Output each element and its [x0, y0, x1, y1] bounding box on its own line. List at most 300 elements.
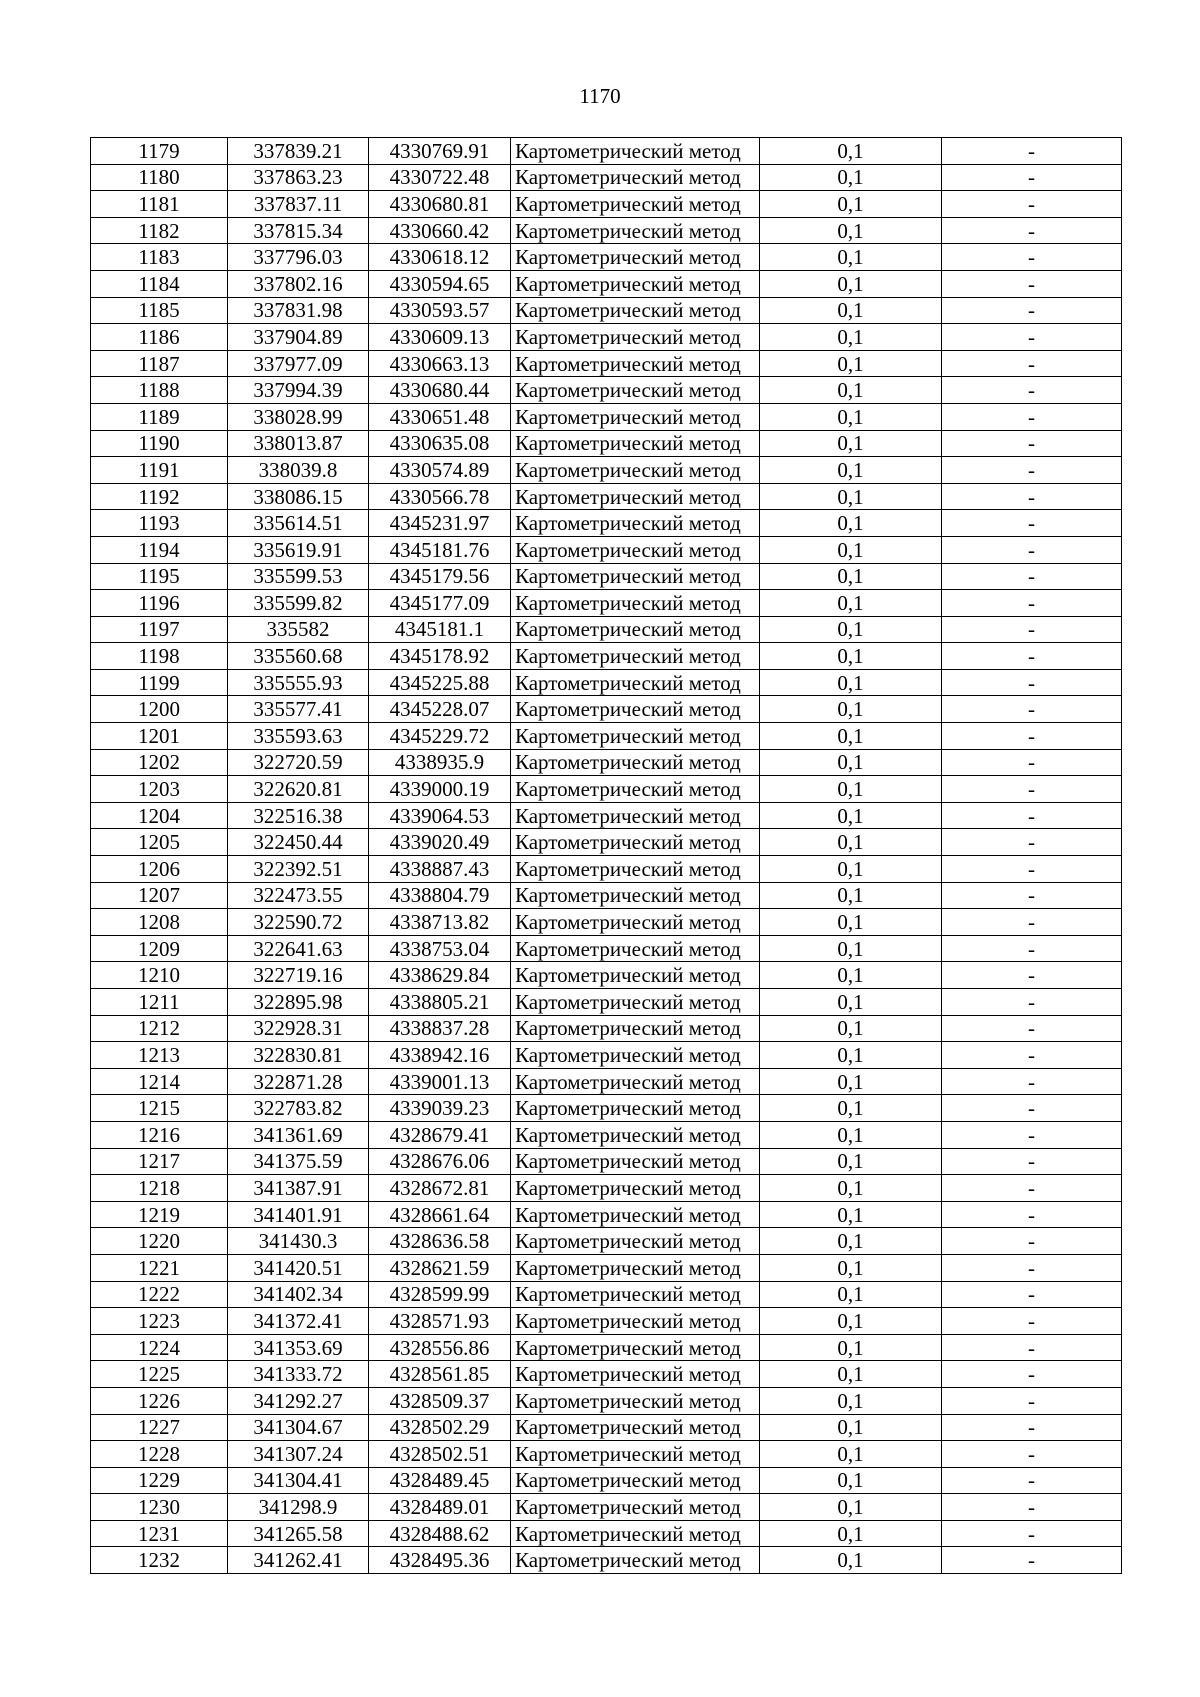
x-coordinate-cell: 341307.24 [228, 1441, 369, 1468]
table-row [91, 138, 1122, 165]
x-coordinate-cell: 337815.34 [228, 217, 369, 244]
accuracy-cell: 0,1 [760, 297, 942, 324]
table-row [91, 510, 1122, 537]
point-number-cell: 1219 [91, 1201, 228, 1228]
note-cell: - [942, 909, 1122, 936]
accuracy-cell: 0,1 [760, 935, 942, 962]
accuracy-cell: 0,1 [760, 1361, 942, 1388]
x-coordinate-cell: 338028.99 [228, 403, 369, 430]
note-cell: - [942, 1547, 1122, 1574]
point-number-cell: 1230 [91, 1494, 228, 1521]
note-cell: - [942, 749, 1122, 776]
y-coordinate-cell: 4339001.13 [369, 1068, 511, 1095]
accuracy-cell: 0,1 [760, 989, 942, 1016]
y-coordinate-cell: 4330566.78 [369, 483, 511, 510]
table-row [91, 1547, 1122, 1574]
note-cell: - [942, 776, 1122, 803]
y-coordinate-cell: 4338935.9 [369, 749, 511, 776]
x-coordinate-cell: 335555.93 [228, 669, 369, 696]
point-number-cell: 1180 [91, 164, 228, 191]
accuracy-cell: 0,1 [760, 563, 942, 590]
x-coordinate-cell: 341304.67 [228, 1414, 369, 1441]
accuracy-cell: 0,1 [760, 1228, 942, 1255]
note-cell: - [942, 643, 1122, 670]
table-row [91, 164, 1122, 191]
point-number-cell: 1182 [91, 217, 228, 244]
table-row [91, 1068, 1122, 1095]
note-cell: - [942, 1414, 1122, 1441]
note-cell: - [942, 1175, 1122, 1202]
table-row [91, 776, 1122, 803]
x-coordinate-cell: 322590.72 [228, 909, 369, 936]
point-number-cell: 1231 [91, 1520, 228, 1547]
x-coordinate-cell: 341387.91 [228, 1175, 369, 1202]
point-number-cell: 1194 [91, 536, 228, 563]
method-cell: Картометрический метод [511, 483, 760, 510]
y-coordinate-cell: 4330663.13 [369, 350, 511, 377]
table-row [91, 590, 1122, 617]
note-cell: - [942, 324, 1122, 351]
accuracy-cell: 0,1 [760, 802, 942, 829]
x-coordinate-cell: 337839.21 [228, 138, 369, 165]
note-cell: - [942, 297, 1122, 324]
point-number-cell: 1185 [91, 297, 228, 324]
y-coordinate-cell: 4330680.44 [369, 377, 511, 404]
method-cell: Картометрический метод [511, 1361, 760, 1388]
table-row [91, 856, 1122, 883]
y-coordinate-cell: 4339000.19 [369, 776, 511, 803]
method-cell: Картометрический метод [511, 616, 760, 643]
table-row [91, 882, 1122, 909]
table-row [91, 1148, 1122, 1175]
y-coordinate-cell: 4339039.23 [369, 1095, 511, 1122]
method-cell: Картометрический метод [511, 297, 760, 324]
method-cell: Картометрический метод [511, 1387, 760, 1414]
accuracy-cell: 0,1 [760, 1308, 942, 1335]
table-row [91, 669, 1122, 696]
table-row [91, 1042, 1122, 1069]
accuracy-cell: 0,1 [760, 1414, 942, 1441]
table-row [91, 1414, 1122, 1441]
accuracy-cell: 0,1 [760, 1042, 942, 1069]
page-number: 1170 [579, 84, 621, 108]
accuracy-cell: 0,1 [760, 430, 942, 457]
table-row [91, 1201, 1122, 1228]
note-cell: - [942, 430, 1122, 457]
note-cell: - [942, 217, 1122, 244]
point-number-cell: 1216 [91, 1121, 228, 1148]
method-cell: Картометрический метод [511, 164, 760, 191]
point-number-cell: 1205 [91, 829, 228, 856]
method-cell: Картометрический метод [511, 217, 760, 244]
method-cell: Картометрический метод [511, 1254, 760, 1281]
y-coordinate-cell: 4345229.72 [369, 723, 511, 750]
accuracy-cell: 0,1 [760, 1148, 942, 1175]
x-coordinate-cell: 337904.89 [228, 324, 369, 351]
accuracy-cell: 0,1 [760, 1520, 942, 1547]
method-cell: Картометрический метод [511, 1547, 760, 1574]
y-coordinate-cell: 4339020.49 [369, 829, 511, 856]
table-row [91, 616, 1122, 643]
accuracy-cell: 0,1 [760, 882, 942, 909]
method-cell: Картометрический метод [511, 1520, 760, 1547]
note-cell: - [942, 1254, 1122, 1281]
note-cell: - [942, 696, 1122, 723]
note-cell: - [942, 1520, 1122, 1547]
y-coordinate-cell: 4328636.58 [369, 1228, 511, 1255]
accuracy-cell: 0,1 [760, 1441, 942, 1468]
x-coordinate-cell: 335582 [228, 616, 369, 643]
point-number-cell: 1196 [91, 590, 228, 617]
table-row [91, 962, 1122, 989]
x-coordinate-cell: 335593.63 [228, 723, 369, 750]
point-number-cell: 1187 [91, 350, 228, 377]
point-number-cell: 1193 [91, 510, 228, 537]
point-number-cell: 1225 [91, 1361, 228, 1388]
y-coordinate-cell: 4330574.89 [369, 457, 511, 484]
note-cell: - [942, 1308, 1122, 1335]
note-cell: - [942, 1387, 1122, 1414]
x-coordinate-cell: 338013.87 [228, 430, 369, 457]
note-cell: - [942, 1361, 1122, 1388]
y-coordinate-cell: 4330593.57 [369, 297, 511, 324]
point-number-cell: 1197 [91, 616, 228, 643]
note-cell: - [942, 802, 1122, 829]
x-coordinate-cell: 341372.41 [228, 1308, 369, 1335]
note-cell: - [942, 403, 1122, 430]
note-cell: - [942, 1095, 1122, 1122]
point-number-cell: 1190 [91, 430, 228, 457]
method-cell: Картометрический метод [511, 802, 760, 829]
method-cell: Картометрический метод [511, 669, 760, 696]
x-coordinate-cell: 341353.69 [228, 1334, 369, 1361]
method-cell: Картометрический метод [511, 1095, 760, 1122]
table-row [91, 1121, 1122, 1148]
accuracy-cell: 0,1 [760, 909, 942, 936]
note-cell: - [942, 590, 1122, 617]
point-number-cell: 1229 [91, 1467, 228, 1494]
point-number-cell: 1207 [91, 882, 228, 909]
table-row [91, 563, 1122, 590]
point-number-cell: 1212 [91, 1015, 228, 1042]
point-number-cell: 1201 [91, 723, 228, 750]
accuracy-cell: 0,1 [760, 669, 942, 696]
y-coordinate-cell: 4338805.21 [369, 989, 511, 1016]
method-cell: Картометрический метод [511, 138, 760, 165]
point-number-cell: 1211 [91, 989, 228, 1016]
y-coordinate-cell: 4328561.85 [369, 1361, 511, 1388]
x-coordinate-cell: 337802.16 [228, 270, 369, 297]
accuracy-cell: 0,1 [760, 1175, 942, 1202]
y-coordinate-cell: 4330635.08 [369, 430, 511, 457]
accuracy-cell: 0,1 [760, 829, 942, 856]
x-coordinate-cell: 341375.59 [228, 1148, 369, 1175]
point-number-cell: 1186 [91, 324, 228, 351]
x-coordinate-cell: 337863.23 [228, 164, 369, 191]
method-cell: Картометрический метод [511, 191, 760, 218]
x-coordinate-cell: 335599.53 [228, 563, 369, 590]
method-cell: Картометрический метод [511, 510, 760, 537]
point-number-cell: 1215 [91, 1095, 228, 1122]
y-coordinate-cell: 4328502.29 [369, 1414, 511, 1441]
accuracy-cell: 0,1 [760, 377, 942, 404]
x-coordinate-cell: 341265.58 [228, 1520, 369, 1547]
note-cell: - [942, 377, 1122, 404]
y-coordinate-cell: 4338837.28 [369, 1015, 511, 1042]
method-cell: Картометрический метод [511, 1308, 760, 1335]
accuracy-cell: 0,1 [760, 776, 942, 803]
point-number-cell: 1223 [91, 1308, 228, 1335]
coordinates-table [90, 137, 1122, 1574]
y-coordinate-cell: 4330594.65 [369, 270, 511, 297]
method-cell: Картометрический метод [511, 1494, 760, 1521]
method-cell: Картометрический метод [511, 1228, 760, 1255]
point-number-cell: 1198 [91, 643, 228, 670]
point-number-cell: 1222 [91, 1281, 228, 1308]
table-row [91, 1175, 1122, 1202]
x-coordinate-cell: 337796.03 [228, 244, 369, 271]
note-cell: - [942, 350, 1122, 377]
note-cell: - [942, 882, 1122, 909]
accuracy-cell: 0,1 [760, 1334, 942, 1361]
y-coordinate-cell: 4328509.37 [369, 1387, 511, 1414]
y-coordinate-cell: 4328599.99 [369, 1281, 511, 1308]
x-coordinate-cell: 341292.27 [228, 1387, 369, 1414]
point-number-cell: 1179 [91, 138, 228, 165]
table-row [91, 696, 1122, 723]
y-coordinate-cell: 4328672.81 [369, 1175, 511, 1202]
accuracy-cell: 0,1 [760, 510, 942, 537]
y-coordinate-cell: 4328495.36 [369, 1547, 511, 1574]
point-number-cell: 1227 [91, 1414, 228, 1441]
note-cell: - [942, 1148, 1122, 1175]
y-coordinate-cell: 4328621.59 [369, 1254, 511, 1281]
method-cell: Картометрический метод [511, 643, 760, 670]
y-coordinate-cell: 4338804.79 [369, 882, 511, 909]
accuracy-cell: 0,1 [760, 856, 942, 883]
note-cell: - [942, 856, 1122, 883]
point-number-cell: 1228 [91, 1441, 228, 1468]
note-cell: - [942, 510, 1122, 537]
note-cell: - [942, 1334, 1122, 1361]
point-number-cell: 1195 [91, 563, 228, 590]
y-coordinate-cell: 4328676.06 [369, 1148, 511, 1175]
y-coordinate-cell: 4339064.53 [369, 802, 511, 829]
accuracy-cell: 0,1 [760, 749, 942, 776]
table-row [91, 377, 1122, 404]
method-cell: Картометрический метод [511, 1068, 760, 1095]
y-coordinate-cell: 4328489.01 [369, 1494, 511, 1521]
table-row [91, 1520, 1122, 1547]
x-coordinate-cell: 322830.81 [228, 1042, 369, 1069]
y-coordinate-cell: 4328571.93 [369, 1308, 511, 1335]
accuracy-cell: 0,1 [760, 536, 942, 563]
note-cell: - [942, 989, 1122, 1016]
note-cell: - [942, 244, 1122, 271]
y-coordinate-cell: 4338753.04 [369, 935, 511, 962]
accuracy-cell: 0,1 [760, 270, 942, 297]
point-number-cell: 1210 [91, 962, 228, 989]
accuracy-cell: 0,1 [760, 1467, 942, 1494]
x-coordinate-cell: 337831.98 [228, 297, 369, 324]
accuracy-cell: 0,1 [760, 350, 942, 377]
x-coordinate-cell: 322928.31 [228, 1015, 369, 1042]
table-row [91, 643, 1122, 670]
y-coordinate-cell: 4328488.62 [369, 1520, 511, 1547]
point-number-cell: 1218 [91, 1175, 228, 1202]
method-cell: Картометрический метод [511, 935, 760, 962]
point-number-cell: 1214 [91, 1068, 228, 1095]
table-row [91, 1494, 1122, 1521]
y-coordinate-cell: 4330609.13 [369, 324, 511, 351]
table-row [91, 1228, 1122, 1255]
y-coordinate-cell: 4338942.16 [369, 1042, 511, 1069]
method-cell: Картометрический метод [511, 1281, 760, 1308]
point-number-cell: 1224 [91, 1334, 228, 1361]
point-number-cell: 1206 [91, 856, 228, 883]
x-coordinate-cell: 335599.82 [228, 590, 369, 617]
x-coordinate-cell: 322450.44 [228, 829, 369, 856]
method-cell: Картометрический метод [511, 350, 760, 377]
accuracy-cell: 0,1 [760, 138, 942, 165]
x-coordinate-cell: 337977.09 [228, 350, 369, 377]
note-cell: - [942, 1228, 1122, 1255]
point-number-cell: 1183 [91, 244, 228, 271]
method-cell: Картометрический метод [511, 377, 760, 404]
table-row [91, 1334, 1122, 1361]
y-coordinate-cell: 4338887.43 [369, 856, 511, 883]
note-cell: - [942, 164, 1122, 191]
method-cell: Картометрический метод [511, 1121, 760, 1148]
note-cell: - [942, 457, 1122, 484]
accuracy-cell: 0,1 [760, 696, 942, 723]
point-number-cell: 1226 [91, 1387, 228, 1414]
table-row [91, 829, 1122, 856]
y-coordinate-cell: 4345179.56 [369, 563, 511, 590]
accuracy-cell: 0,1 [760, 723, 942, 750]
y-coordinate-cell: 4338629.84 [369, 962, 511, 989]
y-coordinate-cell: 4328489.45 [369, 1467, 511, 1494]
x-coordinate-cell: 341262.41 [228, 1547, 369, 1574]
point-number-cell: 1192 [91, 483, 228, 510]
y-coordinate-cell: 4345225.88 [369, 669, 511, 696]
accuracy-cell: 0,1 [760, 217, 942, 244]
table-row [91, 1095, 1122, 1122]
method-cell: Картометрический метод [511, 1414, 760, 1441]
x-coordinate-cell: 337837.11 [228, 191, 369, 218]
point-number-cell: 1184 [91, 270, 228, 297]
accuracy-cell: 0,1 [760, 324, 942, 351]
point-number-cell: 1213 [91, 1042, 228, 1069]
method-cell: Картометрический метод [511, 723, 760, 750]
note-cell: - [942, 1467, 1122, 1494]
point-number-cell: 1221 [91, 1254, 228, 1281]
y-coordinate-cell: 4330618.12 [369, 244, 511, 271]
method-cell: Картометрический метод [511, 829, 760, 856]
accuracy-cell: 0,1 [760, 164, 942, 191]
x-coordinate-cell: 341402.34 [228, 1281, 369, 1308]
note-cell: - [942, 669, 1122, 696]
method-cell: Картометрический метод [511, 1148, 760, 1175]
accuracy-cell: 0,1 [760, 483, 942, 510]
x-coordinate-cell: 338086.15 [228, 483, 369, 510]
x-coordinate-cell: 341430.3 [228, 1228, 369, 1255]
table-row [91, 403, 1122, 430]
y-coordinate-cell: 4345178.92 [369, 643, 511, 670]
accuracy-cell: 0,1 [760, 1494, 942, 1521]
method-cell: Картометрический метод [511, 457, 760, 484]
accuracy-cell: 0,1 [760, 1547, 942, 1574]
method-cell: Картометрический метод [511, 324, 760, 351]
note-cell: - [942, 1441, 1122, 1468]
method-cell: Картометрический метод [511, 1042, 760, 1069]
note-cell: - [942, 483, 1122, 510]
y-coordinate-cell: 4345181.76 [369, 536, 511, 563]
x-coordinate-cell: 341401.91 [228, 1201, 369, 1228]
method-cell: Картометрический метод [511, 430, 760, 457]
table-row [91, 483, 1122, 510]
x-coordinate-cell: 322871.28 [228, 1068, 369, 1095]
y-coordinate-cell: 4338713.82 [369, 909, 511, 936]
point-number-cell: 1209 [91, 935, 228, 962]
method-cell: Картометрический метод [511, 696, 760, 723]
note-cell: - [942, 616, 1122, 643]
table-row [91, 1361, 1122, 1388]
point-number-cell: 1203 [91, 776, 228, 803]
x-coordinate-cell: 322620.81 [228, 776, 369, 803]
x-coordinate-cell: 322516.38 [228, 802, 369, 829]
y-coordinate-cell: 4330651.48 [369, 403, 511, 430]
accuracy-cell: 0,1 [760, 191, 942, 218]
note-cell: - [942, 1281, 1122, 1308]
point-number-cell: 1191 [91, 457, 228, 484]
method-cell: Картометрический метод [511, 749, 760, 776]
y-coordinate-cell: 4328556.86 [369, 1334, 511, 1361]
table-row [91, 430, 1122, 457]
note-cell: - [942, 138, 1122, 165]
table-row [91, 935, 1122, 962]
table-row [91, 1308, 1122, 1335]
point-number-cell: 1202 [91, 749, 228, 776]
y-coordinate-cell: 4328679.41 [369, 1121, 511, 1148]
table-row [91, 457, 1122, 484]
accuracy-cell: 0,1 [760, 1068, 942, 1095]
table-row [91, 244, 1122, 271]
accuracy-cell: 0,1 [760, 1254, 942, 1281]
accuracy-cell: 0,1 [760, 1121, 942, 1148]
y-coordinate-cell: 4328661.64 [369, 1201, 511, 1228]
accuracy-cell: 0,1 [760, 1387, 942, 1414]
table-row [91, 802, 1122, 829]
x-coordinate-cell: 337994.39 [228, 377, 369, 404]
y-coordinate-cell: 4330680.81 [369, 191, 511, 218]
note-cell: - [942, 563, 1122, 590]
table-row [91, 191, 1122, 218]
note-cell: - [942, 1068, 1122, 1095]
x-coordinate-cell: 341420.51 [228, 1254, 369, 1281]
note-cell: - [942, 962, 1122, 989]
method-cell: Картометрический метод [511, 244, 760, 271]
x-coordinate-cell: 322473.55 [228, 882, 369, 909]
method-cell: Картометрический метод [511, 856, 760, 883]
accuracy-cell: 0,1 [760, 590, 942, 617]
x-coordinate-cell: 335560.68 [228, 643, 369, 670]
note-cell: - [942, 191, 1122, 218]
accuracy-cell: 0,1 [760, 457, 942, 484]
accuracy-cell: 0,1 [760, 1095, 942, 1122]
x-coordinate-cell: 341298.9 [228, 1494, 369, 1521]
point-number-cell: 1189 [91, 403, 228, 430]
